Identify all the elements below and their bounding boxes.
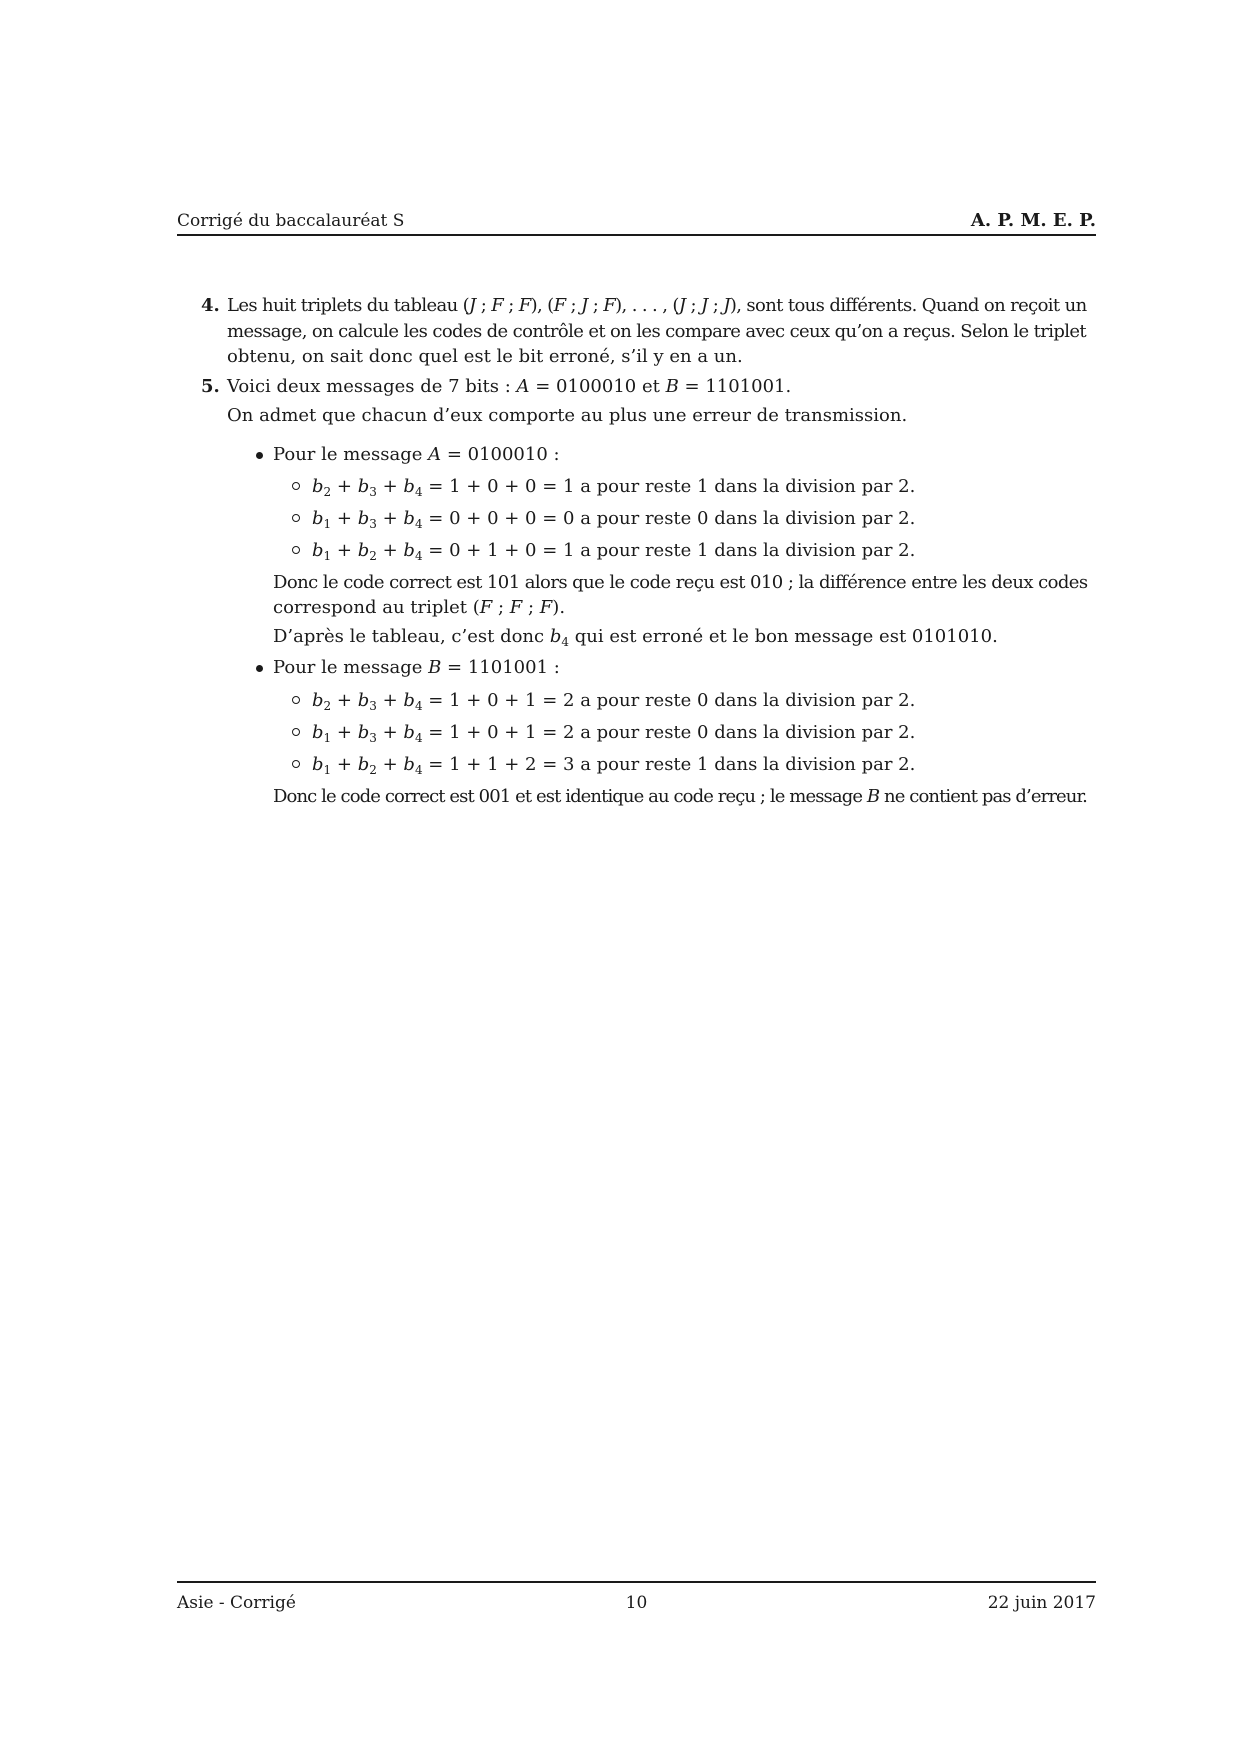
page-number: 10 — [625, 1593, 648, 1613]
message-a-conclusion-2: correspond au triplet (F ; F ; F). — [273, 597, 566, 618]
header-publisher: A. P. M. E. P. — [970, 210, 1096, 231]
question-5-line-1: Voici deux messages de 7 bits : A = 0100010 et B = 1101001. — [227, 376, 792, 397]
message-b-title: Pour le message B = 1101001 : — [273, 657, 560, 678]
page-footer — [177, 1591, 1096, 1617]
bullet-circle-icon — [292, 696, 300, 704]
bullet-circle-icon — [292, 514, 300, 522]
question-5-number: 5. — [201, 376, 220, 397]
bullet-disc-icon — [256, 665, 263, 672]
header-rule — [177, 234, 1096, 236]
message-a-item-1: $b_2 + b_3 + b_4 = 1 + 0 + 0 = 1$ a pour reste 1 dans la division par 2. — [312, 476, 916, 499]
footer-rule — [177, 1581, 1096, 1583]
message-b-conclusion: Donc le code correct est 001 et est identique au code reçu ; le message B ne contient pas d’erreur. — [273, 786, 1087, 807]
message-a-title: Pour le message A = 0100010 : — [273, 444, 560, 465]
bullet-circle-icon — [292, 728, 300, 736]
question-4-line-1: Les huit triplets du tableau (J ; F ; F), (F ; J ; F), . . . , (J ; J ; J), sont tous différents. Quand on reçoit un — [227, 295, 1087, 316]
header-title: Corrigé du baccalauréat S — [177, 211, 405, 231]
question-4-line-3: obtenu, on sait donc quel est le bit erroné, s’il y en a un. — [227, 346, 743, 367]
bullet-circle-icon — [292, 546, 300, 554]
question-4-line-2: message, on calcule les codes de contrôle et on les compare avec ceux qu’on a reçus. Selon le triplet — [227, 321, 1086, 342]
message-a-conclusion-1: Donc le code correct est 101 alors que le code reçu est 010 ; la différence entre les deux codes — [273, 572, 1088, 593]
message-a-item-3: $b_1 + b_2 + b_4 = 0 + 1 + 0 = 1$ a pour reste 1 dans la division par 2. — [312, 540, 916, 563]
bullet-disc-icon — [256, 452, 263, 459]
message-a-conclusion-3: D’après le tableau, c’est donc $b_4$ qui est erroné et le bon message est 0101010. — [273, 626, 998, 649]
footer-source: Asie - Corrigé — [177, 1593, 296, 1613]
question-5-line-2: On admet que chacun d’eux comporte au plus une erreur de transmission. — [227, 405, 908, 426]
bullet-circle-icon — [292, 482, 300, 490]
page-header — [177, 209, 1096, 237]
message-a-item-2: $b_1 + b_3 + b_4 = 0 + 0 + 0 = 0$ a pour reste 0 dans la division par 2. — [312, 508, 916, 531]
question-4-number: 4. — [201, 295, 220, 316]
message-b-item-2: $b_1 + b_3 + b_4 = 1 + 0 + 1 = 2$ a pour reste 0 dans la division par 2. — [312, 722, 916, 745]
footer-date: 22 juin 2017 — [987, 1593, 1096, 1613]
message-b-item-1: $b_2 + b_3 + b_4 = 1 + 0 + 1 = 2$ a pour reste 0 dans la division par 2. — [312, 690, 916, 713]
bullet-circle-icon — [292, 760, 300, 768]
message-b-item-3: $b_1 + b_2 + b_4 = 1 + 1 + 2 = 3$ a pour reste 1 dans la division par 2. — [312, 754, 916, 777]
